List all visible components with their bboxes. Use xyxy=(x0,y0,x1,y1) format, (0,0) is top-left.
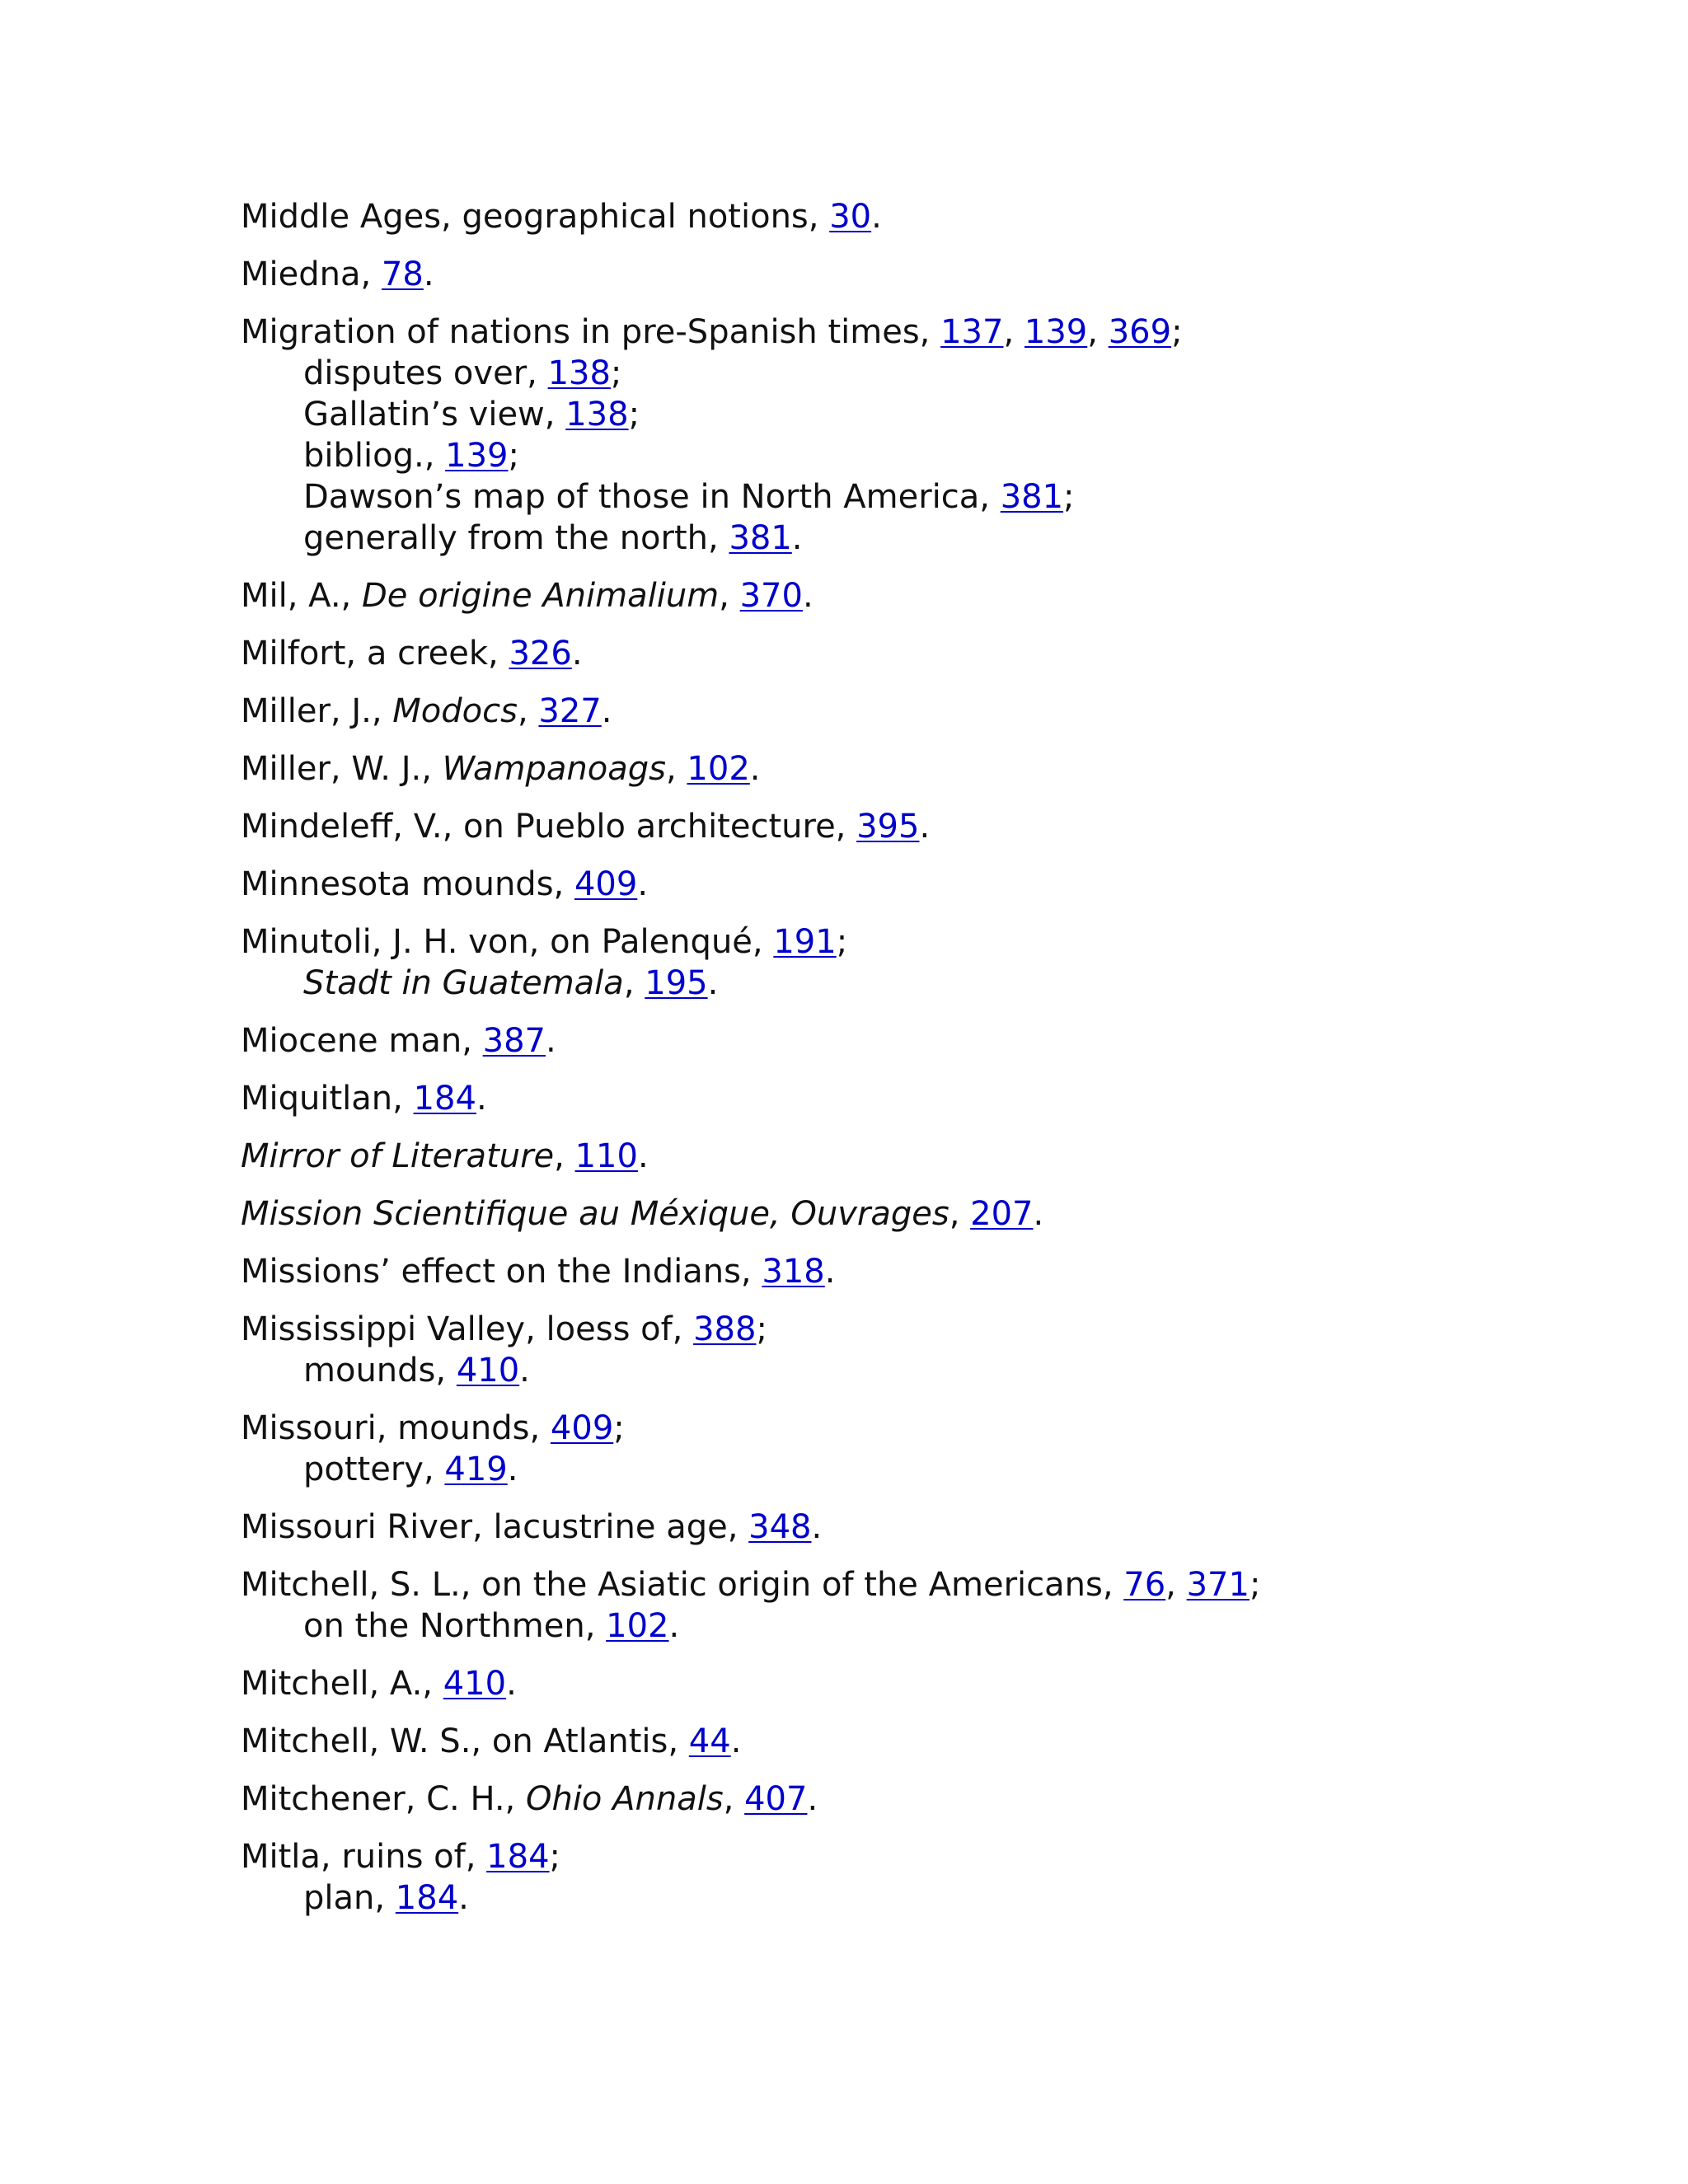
entry-text: . xyxy=(507,1451,518,1488)
index-subentry-line xyxy=(303,1605,1477,1647)
entry-text: . xyxy=(476,1080,487,1118)
entry-text: . xyxy=(637,1137,649,1175)
page-reference-link[interactable]: 76 xyxy=(1123,1566,1166,1604)
entry-text: plan, xyxy=(303,1879,396,1917)
index-heading-line xyxy=(241,1309,1477,1350)
index-entry xyxy=(241,921,1477,1004)
index-heading-line xyxy=(241,196,1477,237)
entry-text: ; xyxy=(1171,313,1183,351)
entry-text: . xyxy=(601,692,612,730)
entry-text: Missions’ effect on the Indians, xyxy=(241,1253,762,1291)
page-reference-link[interactable]: 419 xyxy=(444,1451,508,1488)
entry-text: . xyxy=(802,577,814,615)
index-heading-line xyxy=(241,1663,1477,1704)
entry-text: Mitla, ruins of, xyxy=(241,1838,487,1876)
entry-text: . xyxy=(707,964,719,1002)
italic-title-text: De origine Animalium xyxy=(361,577,720,615)
entry-text: on the Northmen, xyxy=(303,1607,607,1645)
entry-text: Minnesota mounds, xyxy=(241,865,574,903)
index-heading-line xyxy=(241,748,1477,790)
entry-text: , xyxy=(665,750,687,788)
entry-text: pottery, xyxy=(303,1451,445,1488)
entry-text: . xyxy=(824,1253,836,1291)
entry-text: Mississippi Valley, loess of, xyxy=(241,1310,694,1348)
page-reference-link[interactable]: 369 xyxy=(1108,313,1172,351)
index-entry xyxy=(241,633,1477,674)
italic-title-text: Mission Scientifique au Méxique, Ouvrages xyxy=(241,1195,950,1233)
entry-text: Dawson’s map of those in North America, xyxy=(303,478,1001,516)
entry-text: Missouri, mounds, xyxy=(241,1409,551,1447)
entry-text: Miedna, xyxy=(241,255,382,293)
entry-text: . xyxy=(871,198,882,236)
italic-title-text: Wampanoags xyxy=(442,750,666,788)
entry-text: Milfort, a creek, xyxy=(241,635,509,673)
entry-text: . xyxy=(807,1780,818,1818)
page-reference-link[interactable]: 195 xyxy=(645,964,708,1002)
index-entry xyxy=(241,1193,1477,1235)
page-reference-link[interactable]: 78 xyxy=(381,255,424,293)
page-reference-link[interactable]: 381 xyxy=(729,519,792,557)
index-heading-line xyxy=(241,633,1477,674)
index-heading-line xyxy=(241,1836,1477,1877)
entry-text: , xyxy=(1087,313,1109,351)
index-subentry-line xyxy=(303,353,1477,394)
page-reference-link[interactable]: 207 xyxy=(970,1195,1034,1233)
index-heading-line xyxy=(241,1507,1477,1548)
index-entry xyxy=(241,575,1477,616)
index-entry xyxy=(241,1779,1477,1820)
index-entry xyxy=(241,1507,1477,1548)
index-heading-line xyxy=(241,1193,1477,1235)
index-entry xyxy=(241,254,1477,295)
italic-title-text: Mirror of Literature xyxy=(241,1137,555,1175)
entry-text: ; xyxy=(613,1409,625,1447)
entry-text: Mitchell, S. L., on the Asiatic origin of the Americans, xyxy=(241,1566,1124,1604)
index-entry xyxy=(241,312,1477,559)
entry-text: . xyxy=(668,1607,680,1645)
entry-text: ; xyxy=(1063,478,1075,516)
index-heading-line xyxy=(241,254,1477,295)
page-reference-link[interactable]: 381 xyxy=(1000,478,1064,516)
entry-text: Miller, W. J., xyxy=(241,750,443,788)
entry-text: . xyxy=(519,1352,530,1390)
page-reference-link[interactable]: 191 xyxy=(773,923,837,961)
index-heading-line xyxy=(241,1020,1477,1062)
entry-text: ; xyxy=(836,923,848,961)
index-entry xyxy=(241,806,1477,847)
index-heading-line xyxy=(241,864,1477,905)
page-reference-link[interactable]: 318 xyxy=(762,1253,825,1291)
index-entry xyxy=(241,864,1477,905)
page-reference-link[interactable]: 30 xyxy=(829,198,872,236)
index-entry xyxy=(241,1020,1477,1062)
entry-text: Miocene man, xyxy=(241,1022,483,1060)
entry-text: . xyxy=(1033,1195,1044,1233)
entry-text: generally from the north, xyxy=(303,519,729,557)
entry-text: Gallatin’s view, xyxy=(303,396,566,434)
entry-text: . xyxy=(919,808,931,846)
entry-text: . xyxy=(637,865,649,903)
page-reference-link[interactable]: 137 xyxy=(940,313,1004,351)
index-heading-line xyxy=(241,312,1477,353)
page-reference-link[interactable]: 409 xyxy=(550,1409,614,1447)
page-reference-link[interactable]: 138 xyxy=(565,396,629,434)
entry-text: . xyxy=(730,1722,742,1760)
entry-text: . xyxy=(546,1022,556,1060)
index-entry xyxy=(241,691,1477,732)
entry-text: ; xyxy=(508,437,519,475)
page-reference-link[interactable]: 371 xyxy=(1186,1566,1250,1604)
index-entry xyxy=(241,1663,1477,1704)
entry-text: ; xyxy=(549,1838,561,1876)
entry-text: . xyxy=(791,519,803,557)
page-reference-link[interactable]: 370 xyxy=(739,577,803,615)
entry-text: , xyxy=(1165,1566,1187,1604)
entry-text: Mitchell, W. S., on Atlantis, xyxy=(241,1722,689,1760)
page-reference-link[interactable]: 409 xyxy=(574,865,638,903)
index-heading-line xyxy=(241,1408,1477,1449)
entry-text: Middle Ages, geographical notions, xyxy=(241,198,830,236)
entry-text: disputes over, xyxy=(303,354,548,392)
entry-text: , xyxy=(723,1780,745,1818)
index-subentry-line xyxy=(303,435,1477,476)
index-subentry-line xyxy=(303,1449,1477,1490)
entry-text: ; xyxy=(610,354,622,392)
entry-text: , xyxy=(719,577,740,615)
entry-text: Minutoli, J. H. von, on Palenqué, xyxy=(241,923,774,961)
index-heading-line xyxy=(241,1136,1477,1177)
entry-text: . xyxy=(749,750,761,788)
entry-text: Miquitlan, xyxy=(241,1080,414,1118)
index-heading-line xyxy=(241,1721,1477,1762)
page-reference-link[interactable]: 110 xyxy=(574,1137,638,1175)
index-entry xyxy=(241,196,1477,237)
index-heading-line xyxy=(241,1564,1477,1605)
index-subentry-line xyxy=(303,1877,1477,1919)
index-entry xyxy=(241,1136,1477,1177)
index-heading-line xyxy=(241,691,1477,732)
page-reference-link[interactable]: 184 xyxy=(413,1080,476,1118)
entry-text: Mitchener, C. H., xyxy=(241,1780,526,1818)
italic-title-text: Modocs xyxy=(392,692,518,730)
entry-text: Mil, A., xyxy=(241,577,362,615)
entry-text: , xyxy=(554,1137,575,1175)
page-reference-link[interactable]: 407 xyxy=(744,1780,808,1818)
index-heading-line xyxy=(241,575,1477,616)
entry-text: . xyxy=(423,255,434,293)
index-subentry-line xyxy=(303,476,1477,518)
entry-text: , xyxy=(517,692,539,730)
index-entry xyxy=(241,1408,1477,1490)
index-list xyxy=(241,196,1477,1935)
index-heading-line xyxy=(241,806,1477,847)
index-entry xyxy=(241,1251,1477,1292)
entry-text: . xyxy=(811,1508,823,1546)
entry-text: . xyxy=(506,1665,517,1703)
entry-text: ; xyxy=(756,1310,767,1348)
index-subentry-line xyxy=(303,518,1477,559)
index-heading-line xyxy=(241,1251,1477,1292)
index-heading-line xyxy=(241,921,1477,963)
index-entry xyxy=(241,1309,1477,1391)
entry-text: ; xyxy=(1249,1566,1261,1604)
index-subentry-line xyxy=(303,1350,1477,1391)
italic-title-text: Ohio Annals xyxy=(525,1780,724,1818)
entry-text: Mitchell, A., xyxy=(241,1665,443,1703)
index-subentry-line xyxy=(303,963,1477,1004)
entry-text: Missouri River, lacustrine age, xyxy=(241,1508,749,1546)
index-entry xyxy=(241,1836,1477,1919)
page-reference-link[interactable]: 102 xyxy=(606,1607,669,1645)
entry-text: , xyxy=(623,964,645,1002)
entry-text: Mindeleff, V., on Pueblo architecture, xyxy=(241,808,857,846)
page-reference-link[interactable]: 387 xyxy=(482,1022,546,1060)
index-entry xyxy=(241,1721,1477,1762)
index-entry xyxy=(241,1564,1477,1647)
page-reference-link[interactable]: 44 xyxy=(688,1722,731,1760)
index-entry xyxy=(241,1078,1477,1119)
page-reference-link[interactable]: 327 xyxy=(538,692,602,730)
entry-text: , xyxy=(1003,313,1025,351)
entry-text: , xyxy=(949,1195,971,1233)
entry-text: Migration of nations in pre-Spanish times, xyxy=(241,313,941,351)
page-reference-link[interactable]: 348 xyxy=(748,1508,812,1546)
entry-text: . xyxy=(458,1879,469,1917)
page-reference-link[interactable]: 102 xyxy=(687,750,750,788)
entry-text: ; xyxy=(628,396,640,434)
page-reference-link[interactable]: 184 xyxy=(486,1838,550,1876)
entry-text: . xyxy=(571,635,583,673)
index-heading-line xyxy=(241,1779,1477,1820)
page-reference-link[interactable]: 388 xyxy=(693,1310,757,1348)
page-reference-link[interactable]: 184 xyxy=(395,1879,459,1917)
entry-text: bibliog., xyxy=(303,437,446,475)
entry-text: mounds, xyxy=(303,1352,457,1390)
index-heading-line xyxy=(241,1078,1477,1119)
page-reference-link[interactable]: 326 xyxy=(509,635,572,673)
page-reference-link[interactable]: 139 xyxy=(445,437,509,475)
entry-text: Miller, J., xyxy=(241,692,393,730)
page-reference-link[interactable]: 138 xyxy=(547,354,611,392)
page-reference-link[interactable]: 139 xyxy=(1024,313,1088,351)
page-reference-link[interactable]: 410 xyxy=(443,1665,507,1703)
italic-title-text: Stadt in Guatemala xyxy=(303,964,624,1002)
page-reference-link[interactable]: 395 xyxy=(856,808,920,846)
index-entry xyxy=(241,748,1477,790)
index-subentry-line xyxy=(303,394,1477,435)
page-reference-link[interactable]: 410 xyxy=(456,1352,520,1390)
